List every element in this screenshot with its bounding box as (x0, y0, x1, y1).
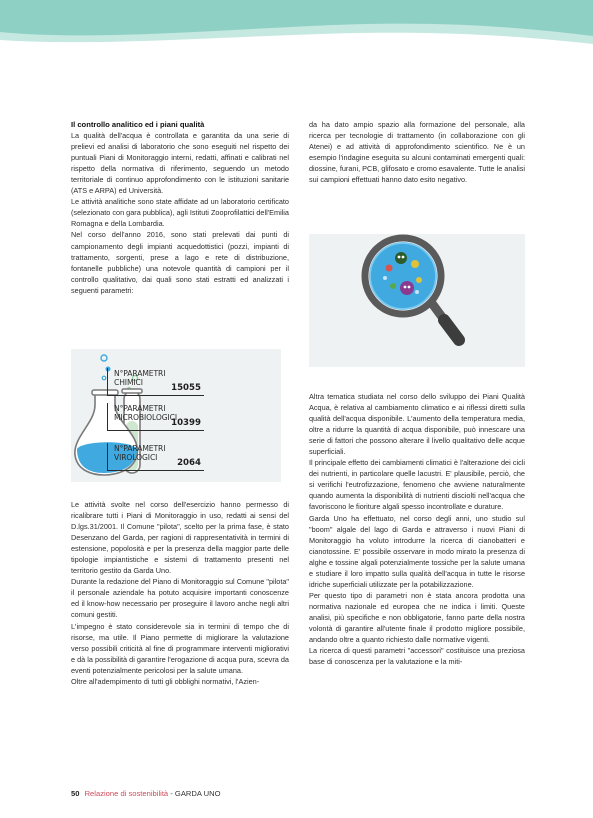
report-title: Relazione di sostenibilità (84, 789, 169, 798)
paragraph: Il principale effetto dei cambiamenti climatici è l'alterazione dei cicli dei nutrienti, in particolare quelle lacustri. E' plausibile, perciò, che si verifichi l'eutrofizzazione, fenomeno che avviene naturalmente quando aumenta la disponibilità di nutrienti disciolti nell'acqua che favoriscono le fioriture algali spesso incontrollate e durature. (309, 458, 525, 512)
paragraph: Garda Uno ha effettuato, nel corso degli anni, uno studio sul "boom" algale del lago di Garda e attraverso i nuovi Piani di Monitoraggio ha voluto introdurre la ricerca di cianobatteri e cianotossine. E' possibile osservare in modo mirato la presenza di alghe e tossine algali potenzialmente tossiche per la salute umana e studiare il loro impatto sulla qualità dell'acqua in tutte le risorse idriche superficiali utilizzate per la potabilizzazione. (309, 513, 525, 589)
paragraph: Nel corso dell'anno 2016, sono stati prelevati dai punti di campionamento degli impianti acquedottistici (pozzi, impianti di trattamento, sorgenti, prese a lago e rete di distribuzione, fontanelle pubbliche) una notevole quantità di campioni per il controllo qualitativo, dai quali sono stati estratti ed analizzati i seguenti parametri: (71, 230, 289, 295)
param-label: CHIMICI (114, 378, 143, 387)
footer-separator: - (168, 789, 175, 798)
paragraph: Le attività svolte nel corso dell'esercizio hanno permesso di ricalibrare tutti i Piani di Monitoraggio in uso, redatti ai sensi del D.lgs.31/2001. Il Comune "pilota", scelto per la prima fase, è stato Desenzano del Garda, per ragioni di rappresentatività in termini di estensione, popolosità e per la presenza della maggior parte delle tipologie impiantistiche e sistemi di trattamento presenti nel territorio gestito da Garda Uno. (71, 500, 289, 576)
paragraph: La ricerca di questi parametri "accessori" costituisce una preziosa base di conoscenza per la valutazione e la miti- (309, 646, 525, 667)
section-title: Il controllo analitico ed i piani qualità (71, 120, 205, 129)
page-footer (71, 789, 221, 798)
param-virological (107, 443, 204, 471)
magnifier-illustration (309, 234, 525, 367)
page-number: 50 (71, 789, 80, 798)
column-right-continuation (309, 391, 525, 667)
organization-name: GARDA UNO (174, 789, 221, 798)
column-left-intro (71, 119, 289, 296)
param-value: 2064 (177, 458, 201, 468)
paragraph: La qualità dell'acqua è controllata e garantita da una serie di prelievi ed analisi di laboratorio che sono eseguiti nel rispetto dei puntuali Piani di Monitoraggio interni, redatti, affinati e calibrati nel rispetto della normativa di riferimento, seguendo un metodo territoriale di continuo approfondimento con le istituzioni sanitarie (ATS e ARPA) ed Università. (71, 131, 289, 196)
param-value: 15055 (171, 383, 201, 393)
paragraph: Per questo tipo di parametri non è stata ancora prodotta una normativa nazionale ed europea che ne indica i limiti. Queste analisi, più specifiche e non obbligatorie, fanno parte della nostra volontà di garantire all'utente finale il prodotto migliore possibile, andando oltre a quanto richiesto dalle normative vigenti. (309, 590, 525, 645)
paragraph: da ha dato ampio spazio alla formazione del personale, alla ricerca per tecnologie di trattamento (in collaborazione con gli Atenei) e ad attività di approfondimento scientifico. Ne è un esempio l'indagine eseguita su alcuni contaminati emergenti quali: diossine, furani, PCB, glifosato e cromo esavalente. Tutte le analisi sui campioni effettuati hanno dato esito negativo. (309, 120, 525, 185)
paragraph: Oltre all'adempimento di tutti gli obblighi normativi, l'Azien- (71, 676, 260, 686)
paragraph: L'impegno è stato considerevole sia in termini di tempo che di risorse, ma utile. Il Piano permette di migliorare la valutazione verso possibili criticità al fine di programmare interventi migliorativi e dà la possibilità di garantire l'erogazione di acqua pura, scevra da eventi potenzialmente pericolosi per la salute umana. (71, 621, 289, 675)
param-value: 10399 (171, 418, 201, 428)
param-label: N°PARAMETRI (114, 404, 166, 413)
column-right-intro (309, 119, 525, 185)
paragraph: Le attività analitiche sono state affidate ad un laboratorio certificato (selezionato con gara pubblica), agli Istituti Zooprofilattici dell'Emilia Romagna e della Lombardia. (71, 197, 289, 229)
param-chemical (107, 368, 204, 396)
column-left-continuation (71, 499, 289, 687)
param-label: MICROBIOLOGICI (114, 413, 177, 422)
paragraph: Durante la redazione del Piano di Monitoraggio sul Comune "pilota" il personale aziendale ha potuto acquisire importanti conoscenze ed il know-how necessario per proseguire il lavoro anche negli altri comuni gestiti. (71, 577, 289, 620)
param-microbiological (107, 403, 204, 431)
magnifying-glass-icon (309, 234, 525, 367)
header-wave-banner (0, 0, 593, 62)
param-label: VIROLOGICI (114, 453, 158, 462)
param-label: N°PARAMETRI (114, 369, 166, 378)
param-label: N°PARAMETRI (114, 444, 166, 453)
paragraph: Altra tematica studiata nel corso dello sviluppo dei Piani Qualità Acqua, è relativa al cambiamento climatico e ai riflessi diretti sulla qualità dell'acqua disponibile. L'aumento della temperatura media, oltre a ridurre la quantità di acqua disponibile, può innescare una serie di fattori che possono alterare il livello qualitativo delle acque superficiali. (309, 392, 525, 457)
